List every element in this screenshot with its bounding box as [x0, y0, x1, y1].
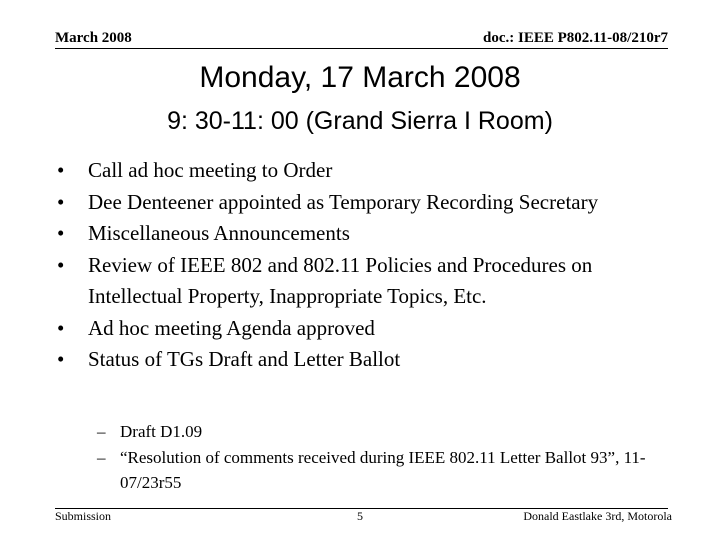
bullet-icon: •: [57, 347, 65, 371]
bullet-item: [57, 155, 682, 187]
bullet-item: [57, 344, 682, 376]
bullet-icon: •: [57, 221, 65, 245]
header-rule: [55, 48, 668, 49]
dash-icon: –: [97, 422, 106, 441]
bullet-text: Dee Denteener appointed as Temporary Recording Secretary: [88, 189, 599, 214]
sub-bullet-list: [97, 419, 687, 496]
bullet-text: Status of TGs Draft and Letter Ballot: [88, 347, 401, 371]
bullet-text: Ad hoc meeting Agenda approved: [88, 315, 375, 340]
header-doc-id: doc.: IEEE P802.11-08/210r7: [482, 30, 668, 46]
sub-bullet-text: Draft D1.09: [120, 422, 203, 441]
footer-submission: Submission: [55, 509, 112, 523]
bullet-item: [57, 313, 682, 345]
bullet-item: [57, 187, 682, 219]
sub-bullet-item: [97, 445, 687, 496]
dash-icon: –: [97, 447, 106, 467]
bullet-list: [57, 155, 682, 376]
page-number: 5: [357, 509, 363, 523]
bullet-text: Review of IEEE 802 and 802.11 Policies and Procedures on Intellectual Property, Inappropriate Topics, Etc.: [88, 252, 593, 308]
bullet-icon: •: [57, 189, 65, 214]
bullet-icon: •: [57, 252, 65, 277]
slide-subtitle: 9: 30-11: 00 (Grand Sierra I Room): [167, 107, 553, 135]
footer-author: Donald Eastlake 3rd, Motorola: [523, 509, 672, 523]
bullet-icon: •: [57, 315, 65, 340]
bullet-text: Call ad hoc meeting to Order: [88, 158, 333, 182]
header-date: March 2008: [55, 30, 132, 46]
bullet-icon: •: [57, 158, 65, 182]
bullet-item: [57, 218, 682, 250]
bullet-item: [57, 250, 682, 313]
sub-bullet-item: [97, 419, 687, 445]
slide-title: Monday, 17 March 2008: [199, 61, 521, 94]
bullet-text: Miscellaneous Announcements: [88, 221, 350, 245]
sub-bullet-text: “Resolution of comments received during IEEE 802.11 Letter Ballot 93”, 11-07/23r55: [120, 447, 646, 492]
